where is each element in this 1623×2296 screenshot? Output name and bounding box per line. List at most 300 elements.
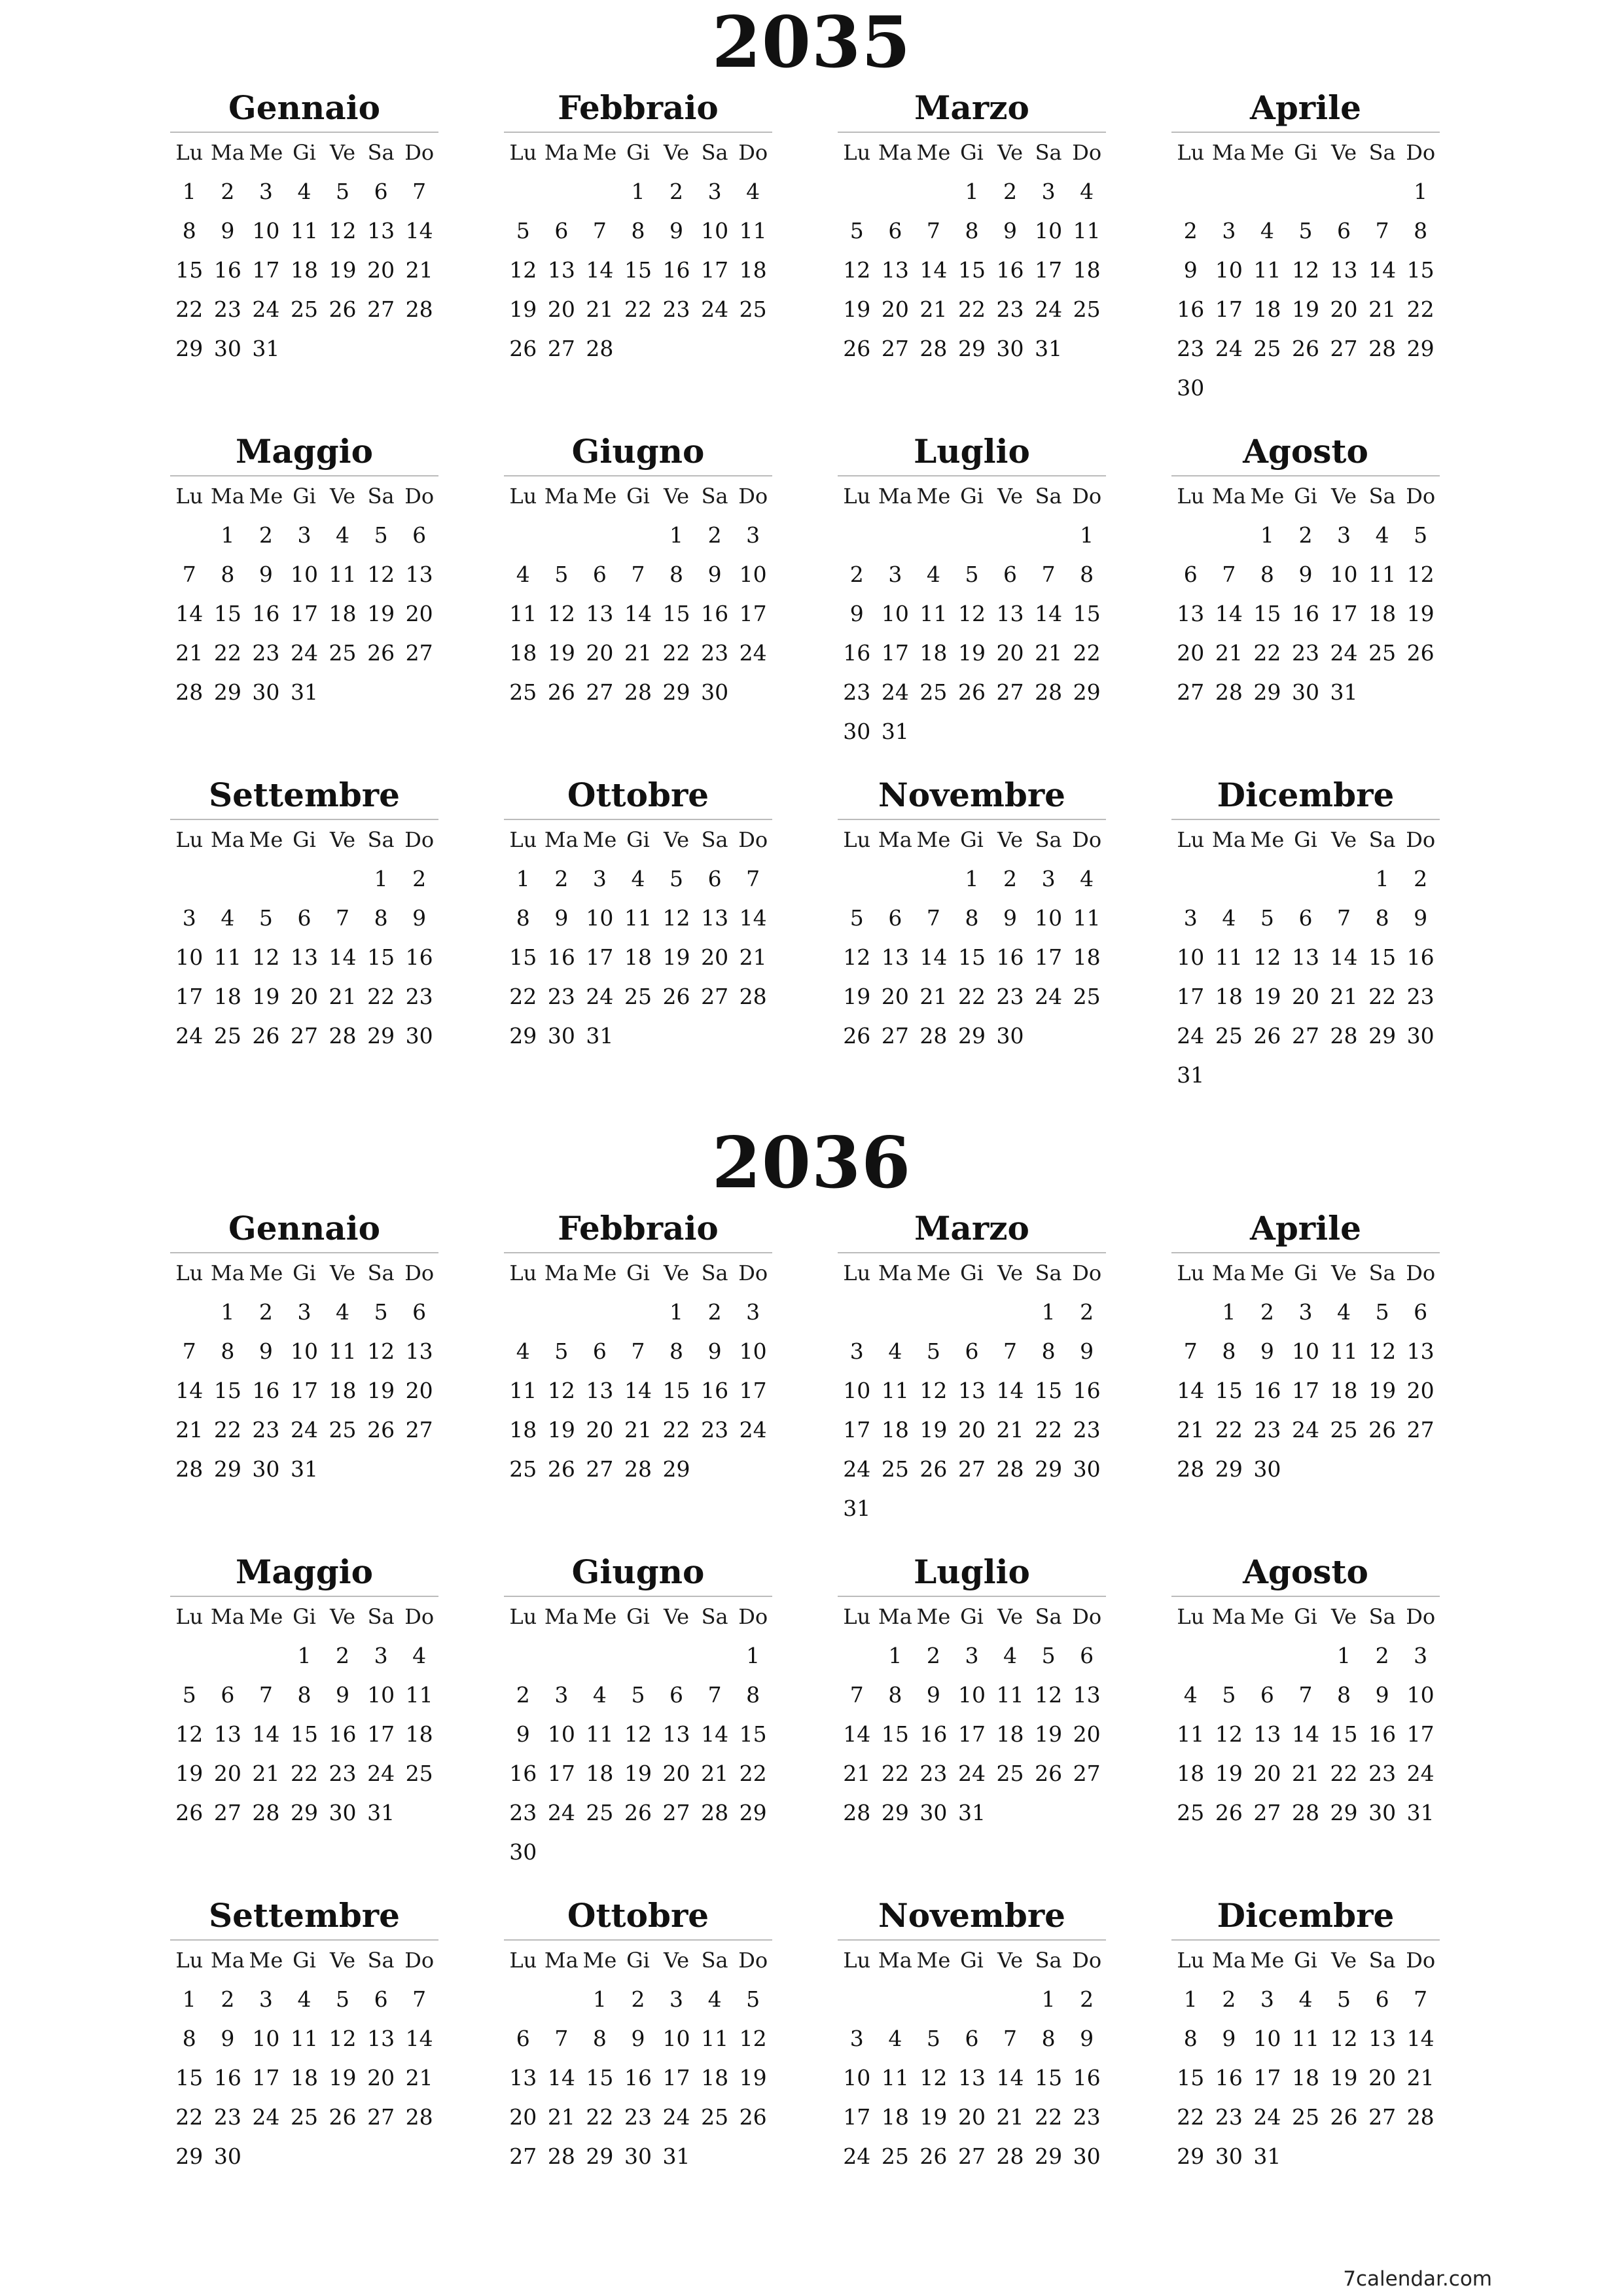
- day-cell: 28: [1291, 1800, 1319, 1825]
- weekday-label: Do: [1406, 1948, 1436, 1973]
- day-cell: 4: [297, 179, 312, 204]
- day-cell: 3: [374, 1643, 388, 1668]
- day-cell: 29: [509, 1023, 537, 1049]
- day-cell: 19: [329, 2065, 357, 2090]
- day-cell: 15: [1177, 2065, 1205, 2090]
- weekday-label: Ma: [210, 827, 245, 852]
- day-cell: 22: [175, 2104, 204, 2130]
- day-cell: 3: [259, 179, 273, 204]
- weekday-label: Do: [1072, 827, 1102, 852]
- weekday-label: Do: [738, 827, 768, 852]
- day-cell: 17: [1406, 1721, 1435, 1747]
- day-cell: 27: [405, 640, 433, 666]
- day-cell: 22: [957, 296, 986, 322]
- weekday-label: Me: [916, 1604, 951, 1629]
- day-cell: 10: [175, 944, 204, 970]
- day-cell: 4: [516, 562, 530, 587]
- day-cell: 8: [631, 218, 645, 243]
- weekday-label: Me: [249, 1948, 283, 1973]
- day-cell: 18: [1253, 296, 1281, 322]
- day-cell: 6: [374, 1986, 388, 2012]
- weekday-label: Lu: [175, 1261, 204, 1285]
- day-cell: 1: [1414, 179, 1428, 204]
- weekday-label: Do: [1406, 140, 1436, 165]
- day-cell: 18: [509, 640, 537, 666]
- day-cell: 7: [1375, 218, 1389, 243]
- day-cell: 12: [1215, 1721, 1243, 1747]
- day-cell: 28: [624, 679, 652, 705]
- day-cell: 22: [586, 2104, 614, 2130]
- day-cell: 21: [739, 944, 767, 970]
- day-cell: 14: [547, 2065, 575, 2090]
- day-cell: 27: [1073, 1761, 1101, 1786]
- day-cell: 30: [1253, 1456, 1281, 1482]
- weekday-label: Lu: [843, 140, 871, 165]
- day-cell: 10: [1215, 257, 1243, 283]
- day-cell: 16: [919, 1721, 948, 1747]
- weekday-label: Ve: [1330, 1261, 1357, 1285]
- day-cell: 6: [888, 905, 902, 931]
- day-cell: 16: [1073, 1378, 1101, 1403]
- day-cell: 27: [367, 2104, 395, 2130]
- day-cell: 22: [1035, 2104, 1063, 2130]
- day-cell: 13: [1253, 1721, 1281, 1747]
- day-cell: 25: [1215, 1023, 1243, 1049]
- empty-cell: [914, 1980, 953, 2019]
- day-cell: 26: [252, 1023, 280, 1049]
- day-cell: 1: [1080, 522, 1094, 548]
- month-block: [838, 1201, 1106, 1528]
- weekday-label: Ve: [997, 1948, 1024, 1973]
- weekday-label: Ma: [210, 140, 245, 165]
- empty-cell: [247, 1636, 285, 1676]
- day-cell: 8: [182, 218, 196, 243]
- weekday-label: Do: [738, 1948, 768, 1973]
- day-cell: 2: [1260, 1299, 1274, 1325]
- day-cell: 11: [881, 2065, 909, 2090]
- day-cell: 16: [701, 1378, 729, 1403]
- day-cell: 25: [1073, 296, 1101, 322]
- day-cell: 4: [297, 1986, 312, 2012]
- month-name: Luglio: [838, 1545, 1106, 1597]
- weekday-label: Me: [582, 1261, 617, 1285]
- day-cell: 1: [631, 179, 645, 204]
- day-cell: 24: [252, 2104, 280, 2130]
- day-cell: 30: [701, 679, 729, 705]
- day-cell: 1: [669, 522, 684, 548]
- empty-cell: [838, 172, 876, 211]
- day-cell: 21: [547, 2104, 575, 2130]
- weekday-label: Ve: [663, 1948, 690, 1973]
- day-cell: 5: [336, 1986, 350, 2012]
- month-block: [504, 1201, 772, 1489]
- day-cell: 31: [957, 1800, 986, 1825]
- day-cell: 23: [662, 296, 690, 322]
- day-cell: 26: [739, 2104, 767, 2130]
- day-cell: 1: [374, 866, 388, 891]
- weekday-label: Do: [1072, 140, 1102, 165]
- day-cell: 18: [1330, 1378, 1358, 1403]
- day-cell: 23: [1177, 336, 1205, 361]
- day-cell: 10: [1291, 1338, 1319, 1364]
- day-cell: 24: [547, 1800, 575, 1825]
- month-block: [1171, 1888, 1440, 2176]
- day-cell: 8: [516, 905, 530, 931]
- day-cell: 10: [662, 2026, 690, 2051]
- day-cell: 24: [367, 1761, 395, 1786]
- empty-cell: [580, 172, 619, 211]
- day-cell: 14: [739, 905, 767, 931]
- day-cell: 22: [662, 1417, 690, 1443]
- day-cell: 17: [1291, 1378, 1319, 1403]
- day-cell: 23: [509, 1800, 537, 1825]
- day-cell: 4: [1003, 1643, 1018, 1668]
- day-cell: 31: [1253, 2144, 1281, 2169]
- day-cell: 29: [1368, 1023, 1397, 1049]
- weekday-label: Lu: [1177, 827, 1205, 852]
- day-cell: 7: [849, 1682, 864, 1708]
- day-cell: 5: [259, 905, 273, 931]
- month-block: [1171, 1545, 1440, 1833]
- day-cell: 29: [881, 1800, 909, 1825]
- day-cell: 11: [701, 2026, 729, 2051]
- empty-cell: [876, 1293, 915, 1332]
- day-cell: 30: [213, 336, 241, 361]
- day-cell: 25: [1330, 1417, 1358, 1443]
- weekday-label: Ve: [997, 484, 1024, 509]
- day-cell: 25: [586, 1800, 614, 1825]
- day-cell: 28: [739, 984, 767, 1009]
- month-block: [170, 424, 438, 712]
- weekday-label: Lu: [1177, 140, 1205, 165]
- weekday-label: Lu: [509, 484, 537, 509]
- weekday-label: Ve: [1330, 827, 1357, 852]
- day-cell: 4: [221, 905, 235, 931]
- day-cell: 15: [586, 2065, 614, 2090]
- day-cell: 24: [1215, 336, 1243, 361]
- day-cell: 1: [888, 1643, 902, 1668]
- day-cell: 10: [701, 218, 729, 243]
- day-cell: 17: [739, 1378, 767, 1403]
- day-cell: 25: [405, 1761, 433, 1786]
- weekday-label: Lu: [509, 1948, 537, 1973]
- day-cell: 31: [843, 1496, 871, 1521]
- day-cell: 9: [1222, 2026, 1236, 2051]
- day-cell: 5: [1375, 1299, 1389, 1325]
- day-cell: 17: [547, 1761, 575, 1786]
- day-cell: 4: [1337, 1299, 1351, 1325]
- empty-cell: [991, 1980, 1029, 2019]
- day-cell: 23: [919, 1761, 948, 1786]
- day-cell: 28: [624, 1456, 652, 1482]
- day-cell: 4: [516, 1338, 530, 1364]
- day-cell: 29: [175, 2144, 204, 2169]
- day-cell: 31: [367, 1800, 395, 1825]
- day-cell: 11: [329, 1338, 357, 1364]
- weekday-label: Lu: [843, 1948, 871, 1973]
- month-name: Agosto: [1171, 1545, 1440, 1597]
- day-cell: 23: [624, 2104, 652, 2130]
- empty-cell: [838, 516, 876, 555]
- day-cell: 7: [926, 905, 940, 931]
- day-cell: 17: [843, 2104, 871, 2130]
- day-cell: 27: [1330, 336, 1358, 361]
- day-cell: 24: [1330, 640, 1358, 666]
- day-cell: 4: [888, 2026, 902, 2051]
- day-cell: 10: [843, 2065, 871, 2090]
- day-cell: 3: [1260, 1986, 1274, 2012]
- day-cell: 26: [329, 2104, 357, 2130]
- day-cell: 23: [996, 296, 1024, 322]
- day-cell: 7: [1337, 905, 1351, 931]
- day-cell: 13: [1330, 257, 1358, 283]
- day-cell: 11: [1253, 257, 1281, 283]
- day-cell: 17: [1253, 2065, 1281, 2090]
- weekday-label: Lu: [1177, 1604, 1205, 1629]
- day-cell: 20: [586, 640, 614, 666]
- day-cell: 20: [1406, 1378, 1435, 1403]
- day-cell: 28: [919, 1023, 948, 1049]
- empty-cell: [1363, 172, 1402, 211]
- weekday-label: Do: [1406, 827, 1436, 852]
- day-cell: 19: [1215, 1761, 1243, 1786]
- day-cell: 17: [843, 1417, 871, 1443]
- day-cell: 15: [1330, 1721, 1358, 1747]
- month-grid: [838, 820, 1106, 1056]
- day-cell: 8: [1375, 905, 1389, 931]
- day-cell: 9: [1414, 905, 1428, 931]
- day-cell: 12: [957, 601, 986, 626]
- day-cell: 4: [1080, 179, 1094, 204]
- weekday-label: Ma: [210, 1604, 245, 1629]
- weekday-label: Sa: [1035, 827, 1062, 852]
- day-cell: 12: [739, 2026, 767, 2051]
- day-cell: 14: [919, 257, 948, 283]
- day-cell: 1: [1260, 522, 1274, 548]
- day-cell: 10: [881, 601, 909, 626]
- day-cell: 26: [843, 1023, 871, 1049]
- day-cell: 28: [405, 296, 433, 322]
- day-cell: 7: [1041, 562, 1056, 587]
- day-cell: 22: [1406, 296, 1435, 322]
- day-cell: 9: [849, 601, 864, 626]
- weekday-label: Ve: [997, 827, 1024, 852]
- day-cell: 9: [707, 1338, 722, 1364]
- day-cell: 16: [996, 257, 1024, 283]
- weekday-label: Me: [582, 827, 617, 852]
- weekday-label: Lu: [175, 827, 204, 852]
- day-cell: 15: [1215, 1378, 1243, 1403]
- weekday-label: Ma: [210, 1948, 245, 1973]
- day-cell: 5: [182, 1682, 196, 1708]
- day-cell: 7: [412, 179, 427, 204]
- day-cell: 27: [213, 1800, 241, 1825]
- day-cell: 4: [336, 1299, 350, 1325]
- day-cell: 26: [1368, 1417, 1397, 1443]
- day-cell: 19: [843, 984, 871, 1009]
- weekday-label: Ve: [1330, 484, 1357, 509]
- day-cell: 26: [367, 640, 395, 666]
- day-cell: 22: [367, 984, 395, 1009]
- day-cell: 11: [509, 1378, 537, 1403]
- day-cell: 1: [516, 866, 530, 891]
- day-cell: 15: [1035, 1378, 1063, 1403]
- day-cell: 29: [213, 1456, 241, 1482]
- day-cell: 14: [701, 1721, 729, 1747]
- weekday-label: Sa: [1368, 1948, 1396, 1973]
- day-cell: 29: [662, 679, 690, 705]
- month-block: [1171, 1201, 1440, 1489]
- weekday-label: Ve: [663, 827, 690, 852]
- weekday-label: Ma: [878, 1948, 912, 1973]
- day-cell: 14: [1368, 257, 1397, 283]
- weekday-label: Lu: [1177, 1948, 1205, 1973]
- empty-cell: [209, 1636, 247, 1676]
- month-name: Aprile: [1171, 1201, 1440, 1253]
- day-cell: 1: [1041, 1299, 1056, 1325]
- weekday-label: Gi: [293, 140, 316, 165]
- empty-cell: [504, 1293, 543, 1332]
- day-cell: 4: [1298, 1986, 1313, 2012]
- weekday-label: Ve: [997, 140, 1024, 165]
- day-cell: 8: [1260, 562, 1274, 587]
- day-cell: 7: [554, 2026, 569, 2051]
- day-cell: 30: [843, 719, 871, 744]
- year-title: 2036: [711, 1122, 912, 1204]
- day-cell: 5: [669, 866, 684, 891]
- day-cell: 26: [843, 336, 871, 361]
- day-cell: 8: [297, 1682, 312, 1708]
- day-cell: 17: [586, 944, 614, 970]
- day-cell: 2: [221, 1986, 235, 2012]
- empty-cell: [1210, 516, 1249, 555]
- empty-cell: [543, 1636, 581, 1676]
- empty-cell: [1171, 516, 1210, 555]
- day-cell: 24: [586, 984, 614, 1009]
- day-cell: 3: [707, 179, 722, 204]
- day-cell: 27: [367, 296, 395, 322]
- day-cell: 21: [919, 296, 948, 322]
- day-cell: 2: [707, 1299, 722, 1325]
- weekday-label: Me: [1250, 1948, 1285, 1973]
- weekday-label: Me: [1250, 1261, 1285, 1285]
- day-cell: 16: [1253, 1378, 1281, 1403]
- day-cell: 20: [405, 601, 433, 626]
- day-cell: 2: [259, 522, 273, 548]
- month-name: Agosto: [1171, 424, 1440, 476]
- day-cell: 5: [746, 1986, 760, 2012]
- weekday-label: Me: [916, 1261, 951, 1285]
- weekday-label: Gi: [626, 484, 650, 509]
- day-cell: 28: [252, 1800, 280, 1825]
- day-cell: 18: [996, 1721, 1024, 1747]
- day-cell: 22: [509, 984, 537, 1009]
- empty-cell: [876, 172, 915, 211]
- day-cell: 20: [213, 1761, 241, 1786]
- day-cell: 12: [329, 218, 357, 243]
- weekday-label: Ma: [878, 1261, 912, 1285]
- weekday-label: Ma: [544, 140, 579, 165]
- day-cell: 16: [1073, 2065, 1101, 2090]
- day-cell: 27: [586, 679, 614, 705]
- day-cell: 2: [707, 522, 722, 548]
- day-cell: 29: [1035, 1456, 1063, 1482]
- day-cell: 1: [1183, 1986, 1198, 2012]
- day-cell: 31: [290, 1456, 318, 1482]
- day-cell: 24: [1406, 1761, 1435, 1786]
- empty-cell: [323, 859, 362, 899]
- weekday-label: Me: [916, 484, 951, 509]
- day-cell: 19: [175, 1761, 204, 1786]
- day-cell: 14: [329, 944, 357, 970]
- day-cell: 25: [919, 679, 948, 705]
- day-cell: 27: [1406, 1417, 1435, 1443]
- day-cell: 7: [182, 562, 196, 587]
- empty-cell: [580, 1636, 619, 1676]
- empty-cell: [953, 516, 991, 555]
- day-cell: 23: [996, 984, 1024, 1009]
- weekday-label: Gi: [626, 1261, 650, 1285]
- day-cell: 19: [509, 296, 537, 322]
- day-cell: 21: [1215, 640, 1243, 666]
- day-cell: 24: [252, 296, 280, 322]
- day-cell: 17: [1035, 257, 1063, 283]
- day-cell: 3: [259, 1986, 273, 2012]
- month-name: Gennaio: [170, 81, 438, 133]
- weekday-label: Me: [1250, 484, 1285, 509]
- day-cell: 28: [996, 1456, 1024, 1482]
- empty-cell: [914, 516, 953, 555]
- day-cell: 24: [881, 679, 909, 705]
- day-cell: 20: [290, 984, 318, 1009]
- empty-cell: [838, 1293, 876, 1332]
- day-cell: 4: [631, 866, 645, 891]
- day-cell: 15: [957, 257, 986, 283]
- day-cell: 11: [586, 1721, 614, 1747]
- day-cell: 18: [919, 640, 948, 666]
- day-cell: 30: [1215, 2144, 1243, 2169]
- day-cell: 25: [509, 1456, 537, 1482]
- day-cell: 29: [1330, 1800, 1358, 1825]
- day-cell: 12: [329, 2026, 357, 2051]
- day-cell: 2: [221, 179, 235, 204]
- month-grid: [838, 133, 1106, 368]
- day-cell: 14: [1330, 944, 1358, 970]
- empty-cell: [1248, 1636, 1287, 1676]
- day-cell: 15: [957, 944, 986, 970]
- day-cell: 22: [957, 984, 986, 1009]
- day-cell: 28: [996, 2144, 1024, 2169]
- day-cell: 7: [336, 905, 350, 931]
- day-cell: 7: [592, 218, 607, 243]
- day-cell: 28: [1035, 679, 1063, 705]
- day-cell: 24: [1035, 296, 1063, 322]
- day-cell: 26: [919, 1456, 948, 1482]
- day-cell: 11: [1215, 944, 1243, 970]
- day-cell: 24: [739, 640, 767, 666]
- weekday-label: Ma: [878, 140, 912, 165]
- day-cell: 4: [592, 1682, 607, 1708]
- weekday-label: Lu: [175, 140, 204, 165]
- day-cell: 21: [1368, 296, 1397, 322]
- empty-cell: [504, 1636, 543, 1676]
- weekday-label: Ma: [1211, 1948, 1246, 1973]
- day-cell: 15: [1368, 944, 1397, 970]
- weekday-label: Sa: [701, 140, 728, 165]
- day-cell: 13: [1177, 601, 1205, 626]
- day-cell: 28: [329, 1023, 357, 1049]
- month-name: Marzo: [838, 81, 1106, 133]
